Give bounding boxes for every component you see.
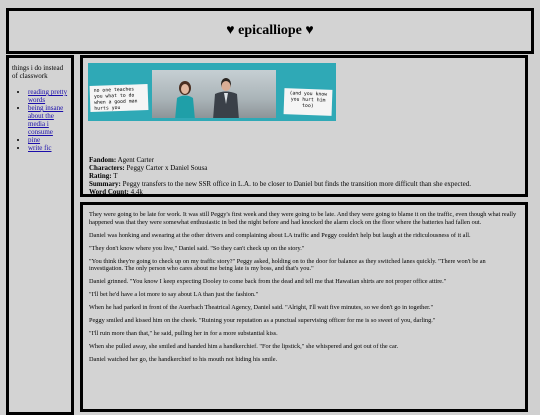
fandom-value: Agent Carter [117,156,154,164]
story-paragraph: Daniel was honking and swearing at the other drivers and complaining about LA traffic and Peggy couldn't help but laugh at the ridiculousness of it all. [89,231,471,239]
summary-value: Peggy transfers to the new SSR office in L.A. to be closer to Daniel but finds the transition more difficult than she expected. [122,180,471,188]
rating-value: T [113,172,118,180]
story-paragraph: Daniel watched her go, the handkerchief to his mouth not hiding his smile. [89,356,278,363]
summary-label: Summary: [89,180,121,188]
banner-photo [152,70,276,118]
sidebar-link-reading[interactable]: reading pretty words [28,88,68,104]
sidebar [6,55,74,415]
sidebar-link-list [12,88,68,152]
wordcount-row [89,188,519,196]
rating-row [89,172,519,180]
page-header [6,8,534,54]
characters-label: Characters: [89,164,125,172]
fic-metadata [89,156,519,196]
story-paragraph: "I'll ruin more than that," he said, pulling her in for a more substantial kiss. [89,330,278,337]
woman-figure-icon [170,80,200,118]
story-paragraph: Peggy smiled and kissed him on the cheek. "Ruining your reputation as a punctual supervising officer for me is so sweet of you, darling." [89,317,436,324]
story-paragraph: They were going to be late for work. It was still Peggy's first week and they were going to be late. And they were going to blame it on the traffic, even though what really happened was that they were somewhat enthusiastic in bed the night before and had knocked the alarm clock on the floor where the batteries had fallen out. [89,211,517,226]
blog-title: ♥ epicalliope ♥ [226,23,314,38]
story-text [80,202,528,412]
sidebar-item [28,88,68,104]
sidebar-item [28,104,68,136]
story-paragraph: "You think they're going to check up on my traffic story?" Peggy asked, holding on to the door for balance as they switched lanes quickly. "There won't be an investigation. The only person who cares about me being late is my boss, and that's you." [89,257,486,272]
sidebar-link-pine[interactable]: pine [28,136,41,144]
wordcount-value: 4.4k [130,188,143,196]
banner-quote-left: no one teaches you what to do when a good man hurts you [90,84,149,112]
characters-row [89,164,519,172]
rating-label: Rating: [89,172,112,180]
sidebar-link-media[interactable]: being insane about the media i consume [28,104,64,136]
summary-row [89,180,519,188]
man-figure-icon [210,76,242,118]
sidebar-intro: things i do instead of classwork [12,64,64,80]
story-paragraph: When she pulled away, she smiled and handed him a handkerchief. "For the lipstick," she whispered and got out of the car. [89,343,399,350]
story-paragraph: Daniel grinned. "You know I keep expecting Dooley to come back from the dead and tell me that Hawaiian shirts are not proper office attire." [89,278,447,285]
sidebar-link-write[interactable]: write fic [28,144,52,152]
story-paragraph: "They don't know where you live," Daniel said. "So they can't check up on the story." [89,244,305,252]
fic-banner-image [88,63,336,121]
fandom-label: Fandom: [89,156,117,164]
fandom-row [89,156,519,164]
wordcount-label: Word Count: [89,188,129,196]
banner-quote-right: (and you know you hurt him too) [284,88,333,116]
sidebar-item [28,136,68,144]
story-paragraph: When he had parked in front of the Auerbach Theatrical Agency, Daniel said. "Alright, I'll wait five minutes, so we don't go in together." [89,304,434,311]
story-paragraph: "I'll bet he'd have a lot more to say about LA than just the fashion." [89,291,259,298]
fic-info-box [80,55,528,197]
characters-value: Peggy Carter x Daniel Sousa [126,164,208,172]
sidebar-item [28,144,68,152]
